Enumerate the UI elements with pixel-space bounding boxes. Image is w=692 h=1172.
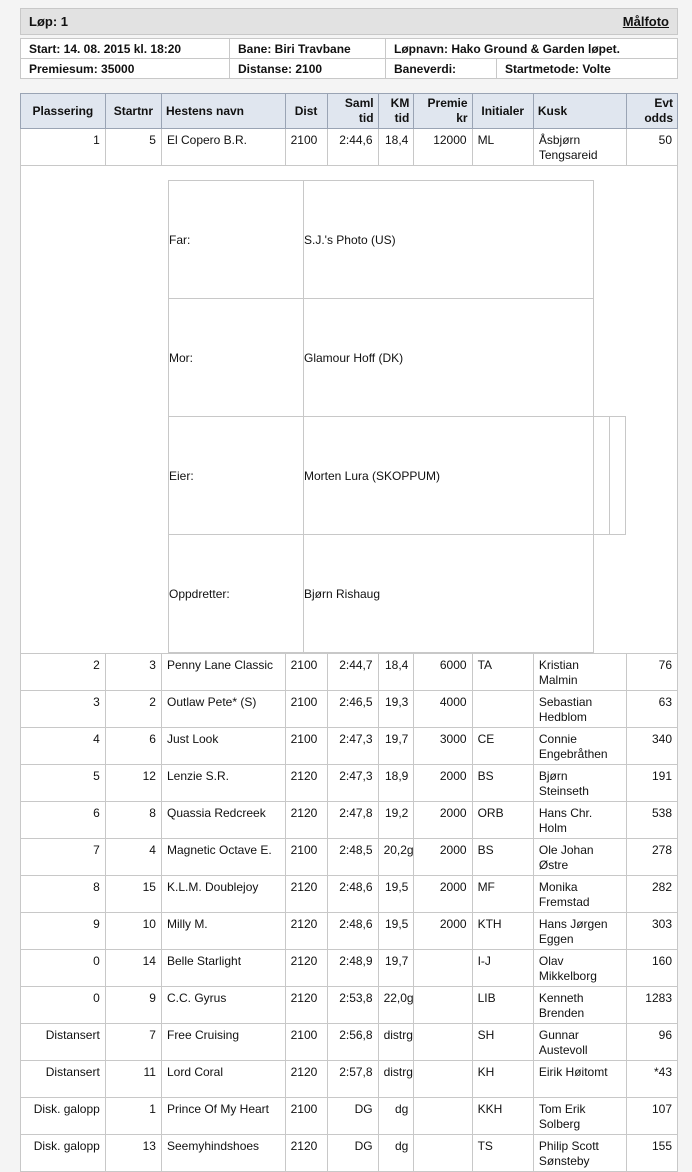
prize-cell: 6000 xyxy=(414,654,472,691)
dist-cell: 2100 xyxy=(285,654,327,691)
odds-cell: 538 xyxy=(626,802,677,839)
pedigree-breeder-value: Bjørn Rishaug xyxy=(304,535,594,653)
start-no-cell: 4 xyxy=(105,839,161,876)
placement-cell: 0 xyxy=(21,987,106,1024)
horse-name-cell: Lenzie S.R. xyxy=(161,765,285,802)
placement-cell: 2 xyxy=(21,654,106,691)
dist-cell: 2120 xyxy=(285,913,327,950)
result-row xyxy=(21,1135,678,1172)
horse-name-cell: Free Cruising xyxy=(161,1024,285,1061)
initials-cell xyxy=(472,691,533,728)
track-value: Baneverdi: xyxy=(386,59,497,79)
placement-cell: 4 xyxy=(21,728,106,765)
odds-cell: 340 xyxy=(626,728,677,765)
horse-name-cell: Prince Of My Heart xyxy=(161,1098,285,1135)
horse-name-cell: Penny Lane Classic xyxy=(161,654,285,691)
odds-cell: 50 xyxy=(626,129,677,166)
total-time-cell: 2:47,3 xyxy=(327,765,378,802)
col-initials: Initialer xyxy=(472,94,533,129)
km-time-cell: 20,2g xyxy=(378,839,414,876)
odds-cell: 191 xyxy=(626,765,677,802)
km-time-cell: 19,5 xyxy=(378,913,414,950)
initials-cell: KKH xyxy=(472,1098,533,1135)
dist-cell: 2120 xyxy=(285,765,327,802)
col-prize: Premie kr xyxy=(414,94,472,129)
result-row xyxy=(21,765,678,802)
start-no-cell: 8 xyxy=(105,802,161,839)
placement-cell: Distansert xyxy=(21,1061,106,1098)
initials-cell: I-J xyxy=(472,950,533,987)
initials-cell: SH xyxy=(472,1024,533,1061)
dist-cell: 2100 xyxy=(285,1098,327,1135)
initials-cell: KH xyxy=(472,1061,533,1098)
horse-name-cell: Lord Coral xyxy=(161,1061,285,1098)
pedigree-extra-cell xyxy=(610,417,626,535)
km-time-cell: 19,3 xyxy=(378,691,414,728)
start-no-cell: 6 xyxy=(105,728,161,765)
results-header-row xyxy=(21,94,678,129)
col-driver: Kusk xyxy=(533,94,626,129)
result-row xyxy=(21,691,678,728)
prize-cell: 2000 xyxy=(414,765,472,802)
col-total-time: Saml tid xyxy=(327,94,378,129)
result-row xyxy=(21,839,678,876)
odds-cell: 160 xyxy=(626,950,677,987)
race-info-table xyxy=(20,38,678,79)
result-row xyxy=(21,876,678,913)
odds-cell: 282 xyxy=(626,876,677,913)
driver-cell: Hans Jørgen Eggen xyxy=(533,913,626,950)
pedigree-breeder-row xyxy=(169,535,626,653)
prize-sum: Premiesum: 35000 xyxy=(21,59,230,79)
km-time-cell: 18,4 xyxy=(378,129,414,166)
km-time-cell: 22,0g xyxy=(378,987,414,1024)
start-no-cell: 2 xyxy=(105,691,161,728)
start-no-cell: 14 xyxy=(105,950,161,987)
placement-cell: Disk. galopp xyxy=(21,1135,106,1172)
odds-cell: 63 xyxy=(626,691,677,728)
driver-cell: Tom Erik Solberg xyxy=(533,1098,626,1135)
prize-cell xyxy=(414,1061,472,1098)
driver-cell: Åsbjørn Tengsareid xyxy=(533,129,626,166)
initials-cell: MF xyxy=(472,876,533,913)
prize-cell: 2000 xyxy=(414,913,472,950)
km-time-cell: 18,9 xyxy=(378,765,414,802)
driver-cell: Monika Fremstad xyxy=(533,876,626,913)
km-time-cell: 19,7 xyxy=(378,728,414,765)
start-no-cell: 13 xyxy=(105,1135,161,1172)
driver-cell: Olav Mikkelborg xyxy=(533,950,626,987)
start-no-cell: 1 xyxy=(105,1098,161,1135)
driver-cell: Kristian Malmin xyxy=(533,654,626,691)
col-horse: Hestens navn xyxy=(161,94,285,129)
pedigree-extra-cell xyxy=(594,417,610,535)
dist-cell: 2120 xyxy=(285,950,327,987)
total-time-cell: 2:56,8 xyxy=(327,1024,378,1061)
result-row xyxy=(21,913,678,950)
horse-name-cell: El Copero B.R. xyxy=(161,129,285,166)
total-time-cell: 2:46,5 xyxy=(327,691,378,728)
dist-cell: 2100 xyxy=(285,129,327,166)
odds-cell: 278 xyxy=(626,839,677,876)
total-time-cell: 2:53,8 xyxy=(327,987,378,1024)
total-time-cell: 2:48,9 xyxy=(327,950,378,987)
placement-cell: 5 xyxy=(21,765,106,802)
dist-cell: 2120 xyxy=(285,876,327,913)
total-time-cell: 2:48,6 xyxy=(327,913,378,950)
pedigree-father-row xyxy=(169,181,626,299)
driver-cell: Connie Engebråthen xyxy=(533,728,626,765)
prize-cell: 2000 xyxy=(414,802,472,839)
start-no-cell: 3 xyxy=(105,654,161,691)
horse-name-cell: Milly M. xyxy=(161,913,285,950)
placement-cell: 0 xyxy=(21,950,106,987)
driver-cell: Philip Scott Sønsteby xyxy=(533,1135,626,1172)
pedigree-row xyxy=(21,166,678,654)
odds-cell: 155 xyxy=(626,1135,677,1172)
pedigree-owner-label: Eier: xyxy=(169,417,304,535)
horse-name-cell: Outlaw Pete* (S) xyxy=(161,691,285,728)
result-row xyxy=(21,987,678,1024)
result-row xyxy=(21,802,678,839)
pedigree-mother-value: Glamour Hoff (DK) xyxy=(304,299,594,417)
total-time-cell: 2:47,3 xyxy=(327,728,378,765)
odds-cell: *43 xyxy=(626,1061,677,1098)
initials-cell: ML xyxy=(472,129,533,166)
pedigree-cell xyxy=(21,166,678,654)
horse-name-cell: K.L.M. Doublejoy xyxy=(161,876,285,913)
finish-photo-link[interactable]: Målfoto xyxy=(622,14,669,29)
driver-cell: Hans Chr. Holm xyxy=(533,802,626,839)
dist-cell: 2120 xyxy=(285,1135,327,1172)
dist-cell: 2100 xyxy=(285,839,327,876)
pedigree-father-label: Far: xyxy=(169,181,304,299)
initials-cell: BS xyxy=(472,839,533,876)
horse-name-cell: C.C. Gyrus xyxy=(161,987,285,1024)
placement-cell: 6 xyxy=(21,802,106,839)
pedigree-extra-cell xyxy=(594,181,610,299)
prize-cell xyxy=(414,950,472,987)
total-time-cell: 2:44,6 xyxy=(327,129,378,166)
start-method: Startmetode: Volte xyxy=(497,59,678,79)
total-time-cell: 2:48,5 xyxy=(327,839,378,876)
odds-cell: 1283 xyxy=(626,987,677,1024)
prize-cell xyxy=(414,1135,472,1172)
pedigree-extra-cell xyxy=(594,299,610,417)
driver-cell: Sebastian Hedblom xyxy=(533,691,626,728)
pedigree-table xyxy=(168,180,626,653)
placement-cell: 8 xyxy=(21,876,106,913)
driver-cell: Gunnar Austevoll xyxy=(533,1024,626,1061)
initials-cell: TS xyxy=(472,1135,533,1172)
pedigree-father-value: S.J.'s Photo (US) xyxy=(304,181,594,299)
initials-cell: BS xyxy=(472,765,533,802)
horse-name-cell: Magnetic Octave E. xyxy=(161,839,285,876)
total-time-cell: DG xyxy=(327,1135,378,1172)
result-row xyxy=(21,728,678,765)
driver-cell: Eirik Høitomt xyxy=(533,1061,626,1098)
odds-cell: 107 xyxy=(626,1098,677,1135)
horse-name-cell: Belle Starlight xyxy=(161,950,285,987)
pedigree-owner-value: Morten Lura (SKOPPUM) xyxy=(304,417,594,535)
start-no-cell: 5 xyxy=(105,129,161,166)
pedigree-owner-row xyxy=(169,417,626,535)
odds-cell: 76 xyxy=(626,654,677,691)
initials-cell: CE xyxy=(472,728,533,765)
prize-cell xyxy=(414,987,472,1024)
result-row xyxy=(21,654,678,691)
total-time-cell: 2:57,8 xyxy=(327,1061,378,1098)
odds-cell: 303 xyxy=(626,913,677,950)
prize-cell: 2000 xyxy=(414,876,472,913)
result-row xyxy=(21,129,678,166)
col-odds: Evt odds xyxy=(626,94,677,129)
col-km-time: KM tid xyxy=(378,94,414,129)
initials-cell: LIB xyxy=(472,987,533,1024)
race-header xyxy=(20,8,678,35)
race-title: Løp: 1 xyxy=(29,14,68,29)
initials-cell: KTH xyxy=(472,913,533,950)
dist-cell: 2120 xyxy=(285,987,327,1024)
start-no-cell: 7 xyxy=(105,1024,161,1061)
horse-name-cell: Just Look xyxy=(161,728,285,765)
horse-name-cell: Quassia Redcreek xyxy=(161,802,285,839)
start-time: Start: 14. 08. 2015 kl. 18:20 xyxy=(21,39,230,59)
km-time-cell: dg xyxy=(378,1098,414,1135)
track-name: Bane: Biri Travbane xyxy=(230,39,386,59)
start-no-cell: 11 xyxy=(105,1061,161,1098)
result-row xyxy=(21,1061,678,1098)
km-time-cell: distrg xyxy=(378,1061,414,1098)
race-name: Løpnavn: Hako Ground & Garden løpet. xyxy=(386,39,678,59)
km-time-cell: dg xyxy=(378,1135,414,1172)
total-time-cell: 2:48,6 xyxy=(327,876,378,913)
initials-cell: ORB xyxy=(472,802,533,839)
placement-cell: 3 xyxy=(21,691,106,728)
placement-cell: 1 xyxy=(21,129,106,166)
pedigree-mother-label: Mor: xyxy=(169,299,304,417)
placement-cell: Distansert xyxy=(21,1024,106,1061)
start-no-cell: 15 xyxy=(105,876,161,913)
prize-cell xyxy=(414,1098,472,1135)
results-table xyxy=(20,93,678,1172)
pedigree-breeder-label: Oppdretter: xyxy=(169,535,304,653)
col-placement: Plassering xyxy=(21,94,106,129)
km-time-cell: 19,7 xyxy=(378,950,414,987)
placement-cell: 7 xyxy=(21,839,106,876)
placement-cell: Disk. galopp xyxy=(21,1098,106,1135)
km-time-cell: 19,5 xyxy=(378,876,414,913)
km-time-cell: distrg xyxy=(378,1024,414,1061)
total-time-cell: 2:47,8 xyxy=(327,802,378,839)
odds-cell: 96 xyxy=(626,1024,677,1061)
dist-cell: 2100 xyxy=(285,691,327,728)
dist-cell: 2120 xyxy=(285,802,327,839)
start-no-cell: 10 xyxy=(105,913,161,950)
col-start-no: Startnr xyxy=(105,94,161,129)
dist-cell: 2100 xyxy=(285,1024,327,1061)
horse-name-cell: Seemyhindshoes xyxy=(161,1135,285,1172)
prize-cell xyxy=(414,1024,472,1061)
dist-cell: 2100 xyxy=(285,728,327,765)
driver-cell: Bjørn Steinseth xyxy=(533,765,626,802)
driver-cell: Kenneth Brenden xyxy=(533,987,626,1024)
prize-cell: 3000 xyxy=(414,728,472,765)
result-row xyxy=(21,1024,678,1061)
distance: Distanse: 2100 xyxy=(230,59,386,79)
dist-cell: 2120 xyxy=(285,1061,327,1098)
prize-cell: 12000 xyxy=(414,129,472,166)
pedigree-mother-row xyxy=(169,299,626,417)
start-no-cell: 9 xyxy=(105,987,161,1024)
km-time-cell: 19,2 xyxy=(378,802,414,839)
result-row xyxy=(21,1098,678,1135)
total-time-cell: DG xyxy=(327,1098,378,1135)
total-time-cell: 2:44,7 xyxy=(327,654,378,691)
col-dist: Dist xyxy=(285,94,327,129)
pedigree-extra-cell xyxy=(594,535,610,653)
initials-cell: TA xyxy=(472,654,533,691)
start-no-cell: 12 xyxy=(105,765,161,802)
prize-cell: 2000 xyxy=(414,839,472,876)
placement-cell: 9 xyxy=(21,913,106,950)
prize-cell: 4000 xyxy=(414,691,472,728)
result-row xyxy=(21,950,678,987)
km-time-cell: 18,4 xyxy=(378,654,414,691)
driver-cell: Ole Johan Østre xyxy=(533,839,626,876)
